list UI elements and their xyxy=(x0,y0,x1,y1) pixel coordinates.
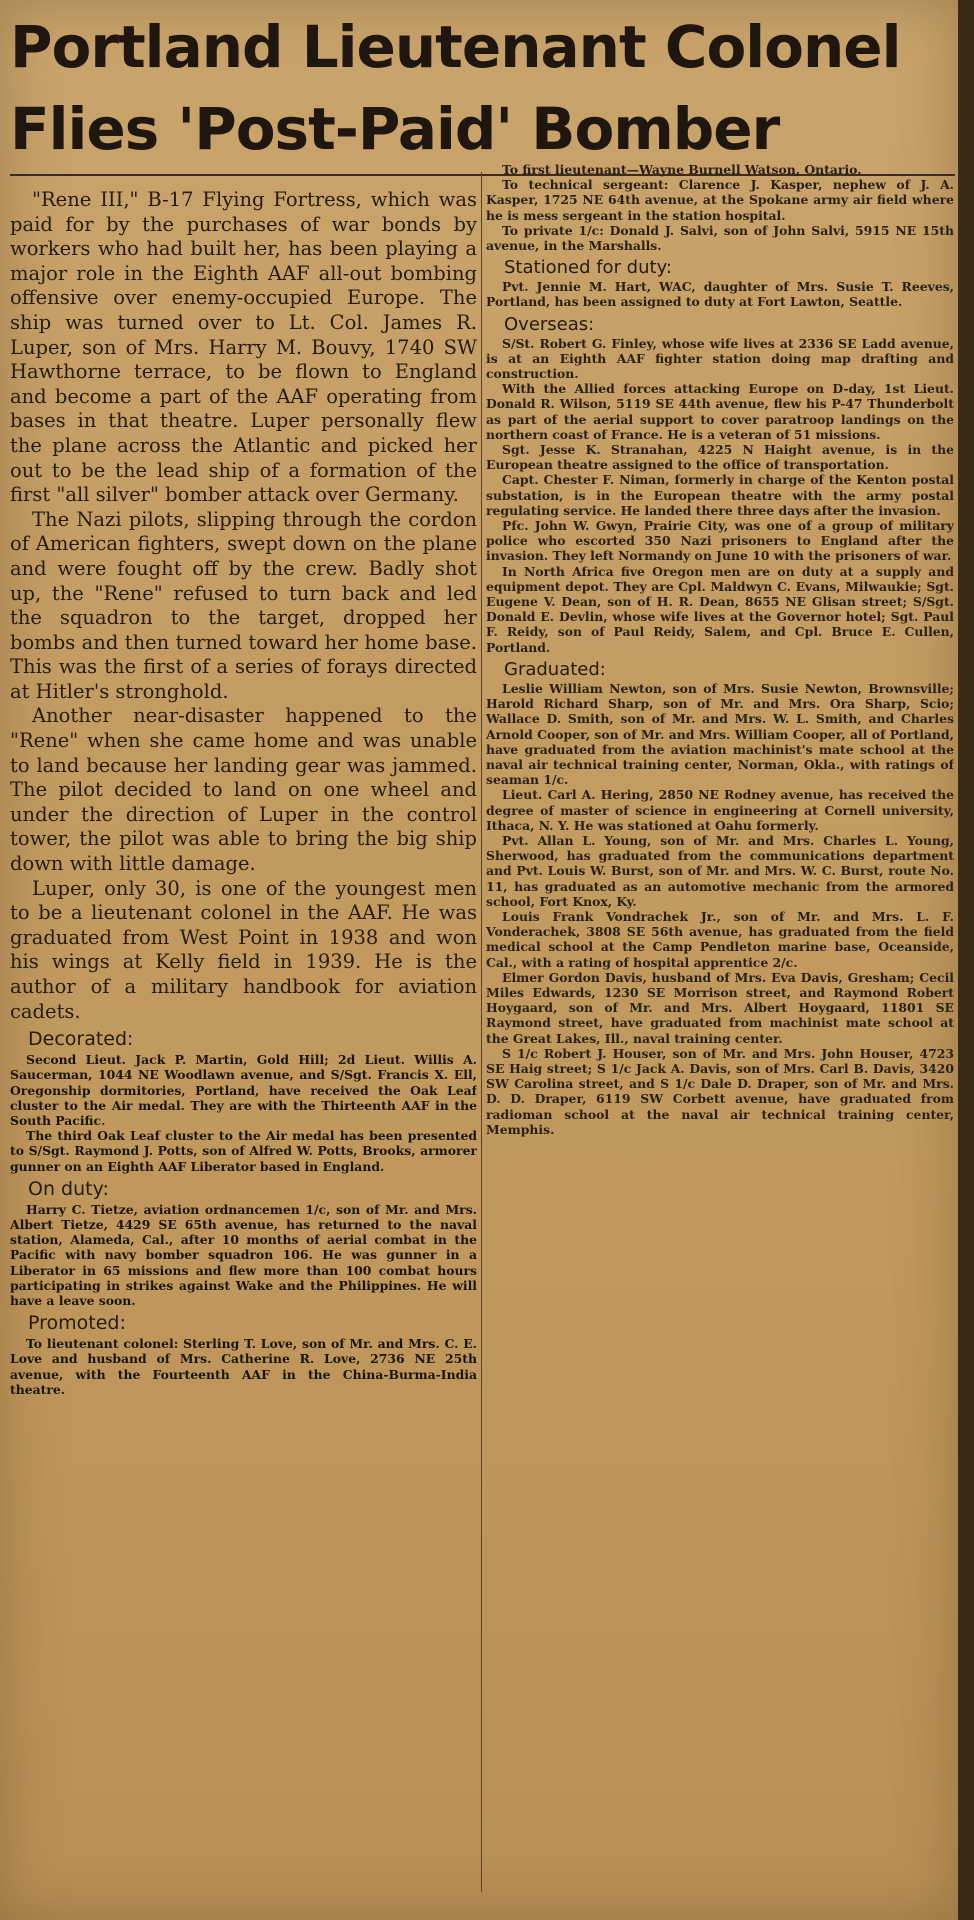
overseas-paragraph: With the Allied forces attacking Europe on D-day, 1st Lieut. Donald R. Wilson, 5119 SE 44th avenue, flew his P-47 Thunderbolt as part of the aerial support to cover paratroop landings on the northern coast of France. He is a veteran of 51 missions. xyxy=(486,381,954,442)
article-paragraph: "Rene III," B-17 Flying Fortress, which was paid for by the purchases of war bonds by workers who had built her, has been playing a major role in the Eighth AAF all-out bombing offensive over enemy-occupied Europe. The ship was turned over to Lt. Col. James R. Luper, son of Mrs. Harry M. Bouvy, 1740 SW Hawthorne terrace, to be flown to England and become a part of the AAF operating from bases in that theatre. Luper personally flew the plane across the Atlantic and picked her out to be the lead ship of a formation of the first "all silver" bomber attack over Germany. xyxy=(10,188,477,507)
article-paragraph: Luper, only 30, is one of the youngest men to be a lieutenant colonel in the AAF. He was graduated from West Point in 1938 and won his wings at Kelly field in 1939. He is the author of a military handbook for aviation cadets. xyxy=(10,876,477,1023)
section-heading-stationed: Stationed for duty: xyxy=(504,257,672,279)
section-heading-overseas: Overseas: xyxy=(504,313,595,335)
graduated-paragraph: Louis Frank Vondrachek Jr., son of Mr. and Mrs. L. F. Vonderachek, 3808 SE 56th avenue, has graduated from the field medical school at the Camp Pendleton marine base, Oceanside, Cal., with a rating of hospital apprentice 2/c. xyxy=(486,908,954,970)
promoted-paragraph: To private 1/c: Donald J. Salvi, son of John Salvi, 5915 NE 15th avenue, in the Marshalls. xyxy=(486,222,954,254)
headline-line-2: Flies 'Post-Paid' Bomber xyxy=(10,95,780,163)
overseas-paragraph: Pfc. John W. Gwyn, Prairie City, was one of a group of military police who escorted 350 Nazi prisoners to England after the invasion. They left Normandy on June 10 with the prisoners of war. xyxy=(486,518,954,564)
overseas-paragraph: S/St. Robert G. Finley, whose wife lives at 2336 SE Ladd avenue, is at an Eighth AAF fighter station doing map drafting and construction. xyxy=(486,335,954,382)
right-column xyxy=(486,162,954,1912)
on-duty-paragraph: Harry C. Tietze, aviation ordnancemen 1/c, son of Mr. and Mrs. Albert Tietze, 4429 SE 65th avenue, has returned to the naval station, Alameda, Cal., after 10 months of aerial combat in the Pacific with navy bomber squadron 106. He was gunner in a Liberator in 65 missions and flew more than 100 combat hours participating in strikes against Wake and the Philippines. He will have a leave soon. xyxy=(10,1201,477,1309)
section-heading-promoted: Promoted: xyxy=(28,1312,126,1335)
overseas-paragraph: Capt. Chester F. Niman, formerly in charge of the Kenton postal substation, is in the European theatre with the army postal regulating service. He landed there three days after the invasion. xyxy=(486,472,954,518)
graduated-paragraph: Elmer Gordon Davis, husband of Mrs. Eva Davis, Gresham; Cecil Miles Edwards, 1230 SE Morrison street, and Raymond Robert Hoygaard, son of Mr. and Mrs. Albert Hoygaard, 11801 SE Raymond street, have graduated from machinist mate school at the Great Lakes, Ill., naval training center. xyxy=(486,969,954,1046)
promoted-paragraph: To lieutenant colonel: Sterling T. Love, son of Mr. and Mrs. C. E. Love and husband of Mrs. Catherine R. Love, 2736 NE 25th avenue, with the Fourteenth AAF in the China-Burma-India theatre. xyxy=(10,1336,477,1397)
stationed-paragraph: Pvt. Jennie M. Hart, WAC, daughter of Mrs. Susie T. Reeves, Portland, has been assigned to duty at Fort Lawton, Seattle. xyxy=(486,279,954,310)
article-paragraph: The Nazi pilots, slipping through the cordon of American fighters, swept down on the plane and were fought off by the crew. Badly shot up, the "Rene" refused to turn back and led the squadron to the target, dropped her bombs and then turned toward her home base. This was the first of a series of forays directed at Hitler's stronghold. xyxy=(10,507,477,703)
decorated-paragraph: The third Oak Leaf cluster to the Air medal has been presented to S/Sgt. Raymond J. Potts, son of Alfred W. Potts, Brooks, armorer gunner on an Eighth AAF Liberator based in England. xyxy=(10,1128,477,1174)
graduated-paragraph: Pvt. Allan L. Young, son of Mr. and Mrs. Charles L. Young, Sherwood, has graduated from the communications department and Pvt. Louis W. Burst, son of Mr. and Mrs. W. C. Burst, route No. 11, has graduated as an automotive mechanic from the armored school, Fort Knox, Ky. xyxy=(486,832,954,909)
section-heading-decorated: Decorated: xyxy=(28,1028,134,1051)
headline xyxy=(10,6,955,170)
graduated-paragraph: S 1/c Robert J. Houser, son of Mr. and Mrs. John Houser, 4723 SE Haig street; S 1/c Jack A. Davis, son of Mrs. Carl B. Davis, 3420 SW Carolina street, and S 1/c Dale D. Draper, son of Mr. and Mrs. D. D. Draper, 6119 SW Corbett avenue, have graduated from radioman school at the naval air technical training center, Memphis. xyxy=(486,1045,954,1137)
decorated-paragraph: Second Lieut. Jack P. Martin, Gold Hill; 2d Lieut. Willis A. Saucerman, 1044 NE Woodlawn avenue, and S/Sgt. Francis X. Ell, Oregonship dormitories, Portland, have received the Oak Leaf cluster to the Air medal. They are with the Thirteenth AAF in the South Pacific. xyxy=(10,1052,477,1128)
promoted-paragraph: To first lieutenant—Wayne Burnell Watson, Ontario. xyxy=(502,162,862,177)
promoted-paragraph: To technical sergeant: Clarence J. Kasper, nephew of J. A. Kasper, 1725 NE 64th avenue, at the Spokane army air field where he is mess sergeant in the station hospital. xyxy=(486,177,954,223)
left-column xyxy=(10,188,477,1908)
section-heading-on-duty: On duty: xyxy=(28,1177,109,1200)
graduated-paragraph: Leslie William Newton, son of Mrs. Susie Newton, Brownsville; Harold Richard Sharp, son of Mr. and Mrs. Ora Sharp, Scio; Wallace D. Smith, son of Mr. and Mrs. W. L. Smith, and Charles Arnold Cooper, son of Mr. and Mrs. William Cooper, all of Portland, have graduated from the aviation machinist's mate school at the naval air technical training center, Norman, Okla., with ratings of seaman 1/c. xyxy=(486,680,954,788)
overseas-paragraph: In North Africa five Oregon men are on duty at a supply and equipment depot. They are Cpl. Maldwyn C. Evans, Milwaukie; Sgt. Eugene V. Dean, son of H. R. Dean, 8655 NE Glisan street; S/Sgt. Donald E. Devlin, whose wife lives at the Governor hotel; Sgt. Paul F. Reidy, son of Paul Reidy, Salem, and Cpl. Bruce E. Cullen, Portland. xyxy=(486,563,954,655)
overseas-paragraph: Sgt. Jesse K. Stranahan, 4225 N Haight avenue, is in the European theatre assigned to the office of transportation. xyxy=(486,442,954,473)
graduated-paragraph: Lieut. Carl A. Hering, 2850 NE Rodney avenue, has received the degree of master of science in engineering at Cornell university, Ithaca, N. Y. He was stationed at Oahu formerly. xyxy=(486,787,954,833)
section-heading-graduated: Graduated: xyxy=(504,658,606,680)
column-divider xyxy=(481,172,482,1892)
article-paragraph: Another near-disaster happened to the "Rene" when she came home and was unable to land because her landing gear was jammed. The pilot decided to land on one wheel and under the direction of Luper in the control tower, the pilot was able to bring the big ship down with little damage. xyxy=(10,704,477,876)
headline-line-1: Portland Lieutenant Colonel xyxy=(10,13,901,81)
